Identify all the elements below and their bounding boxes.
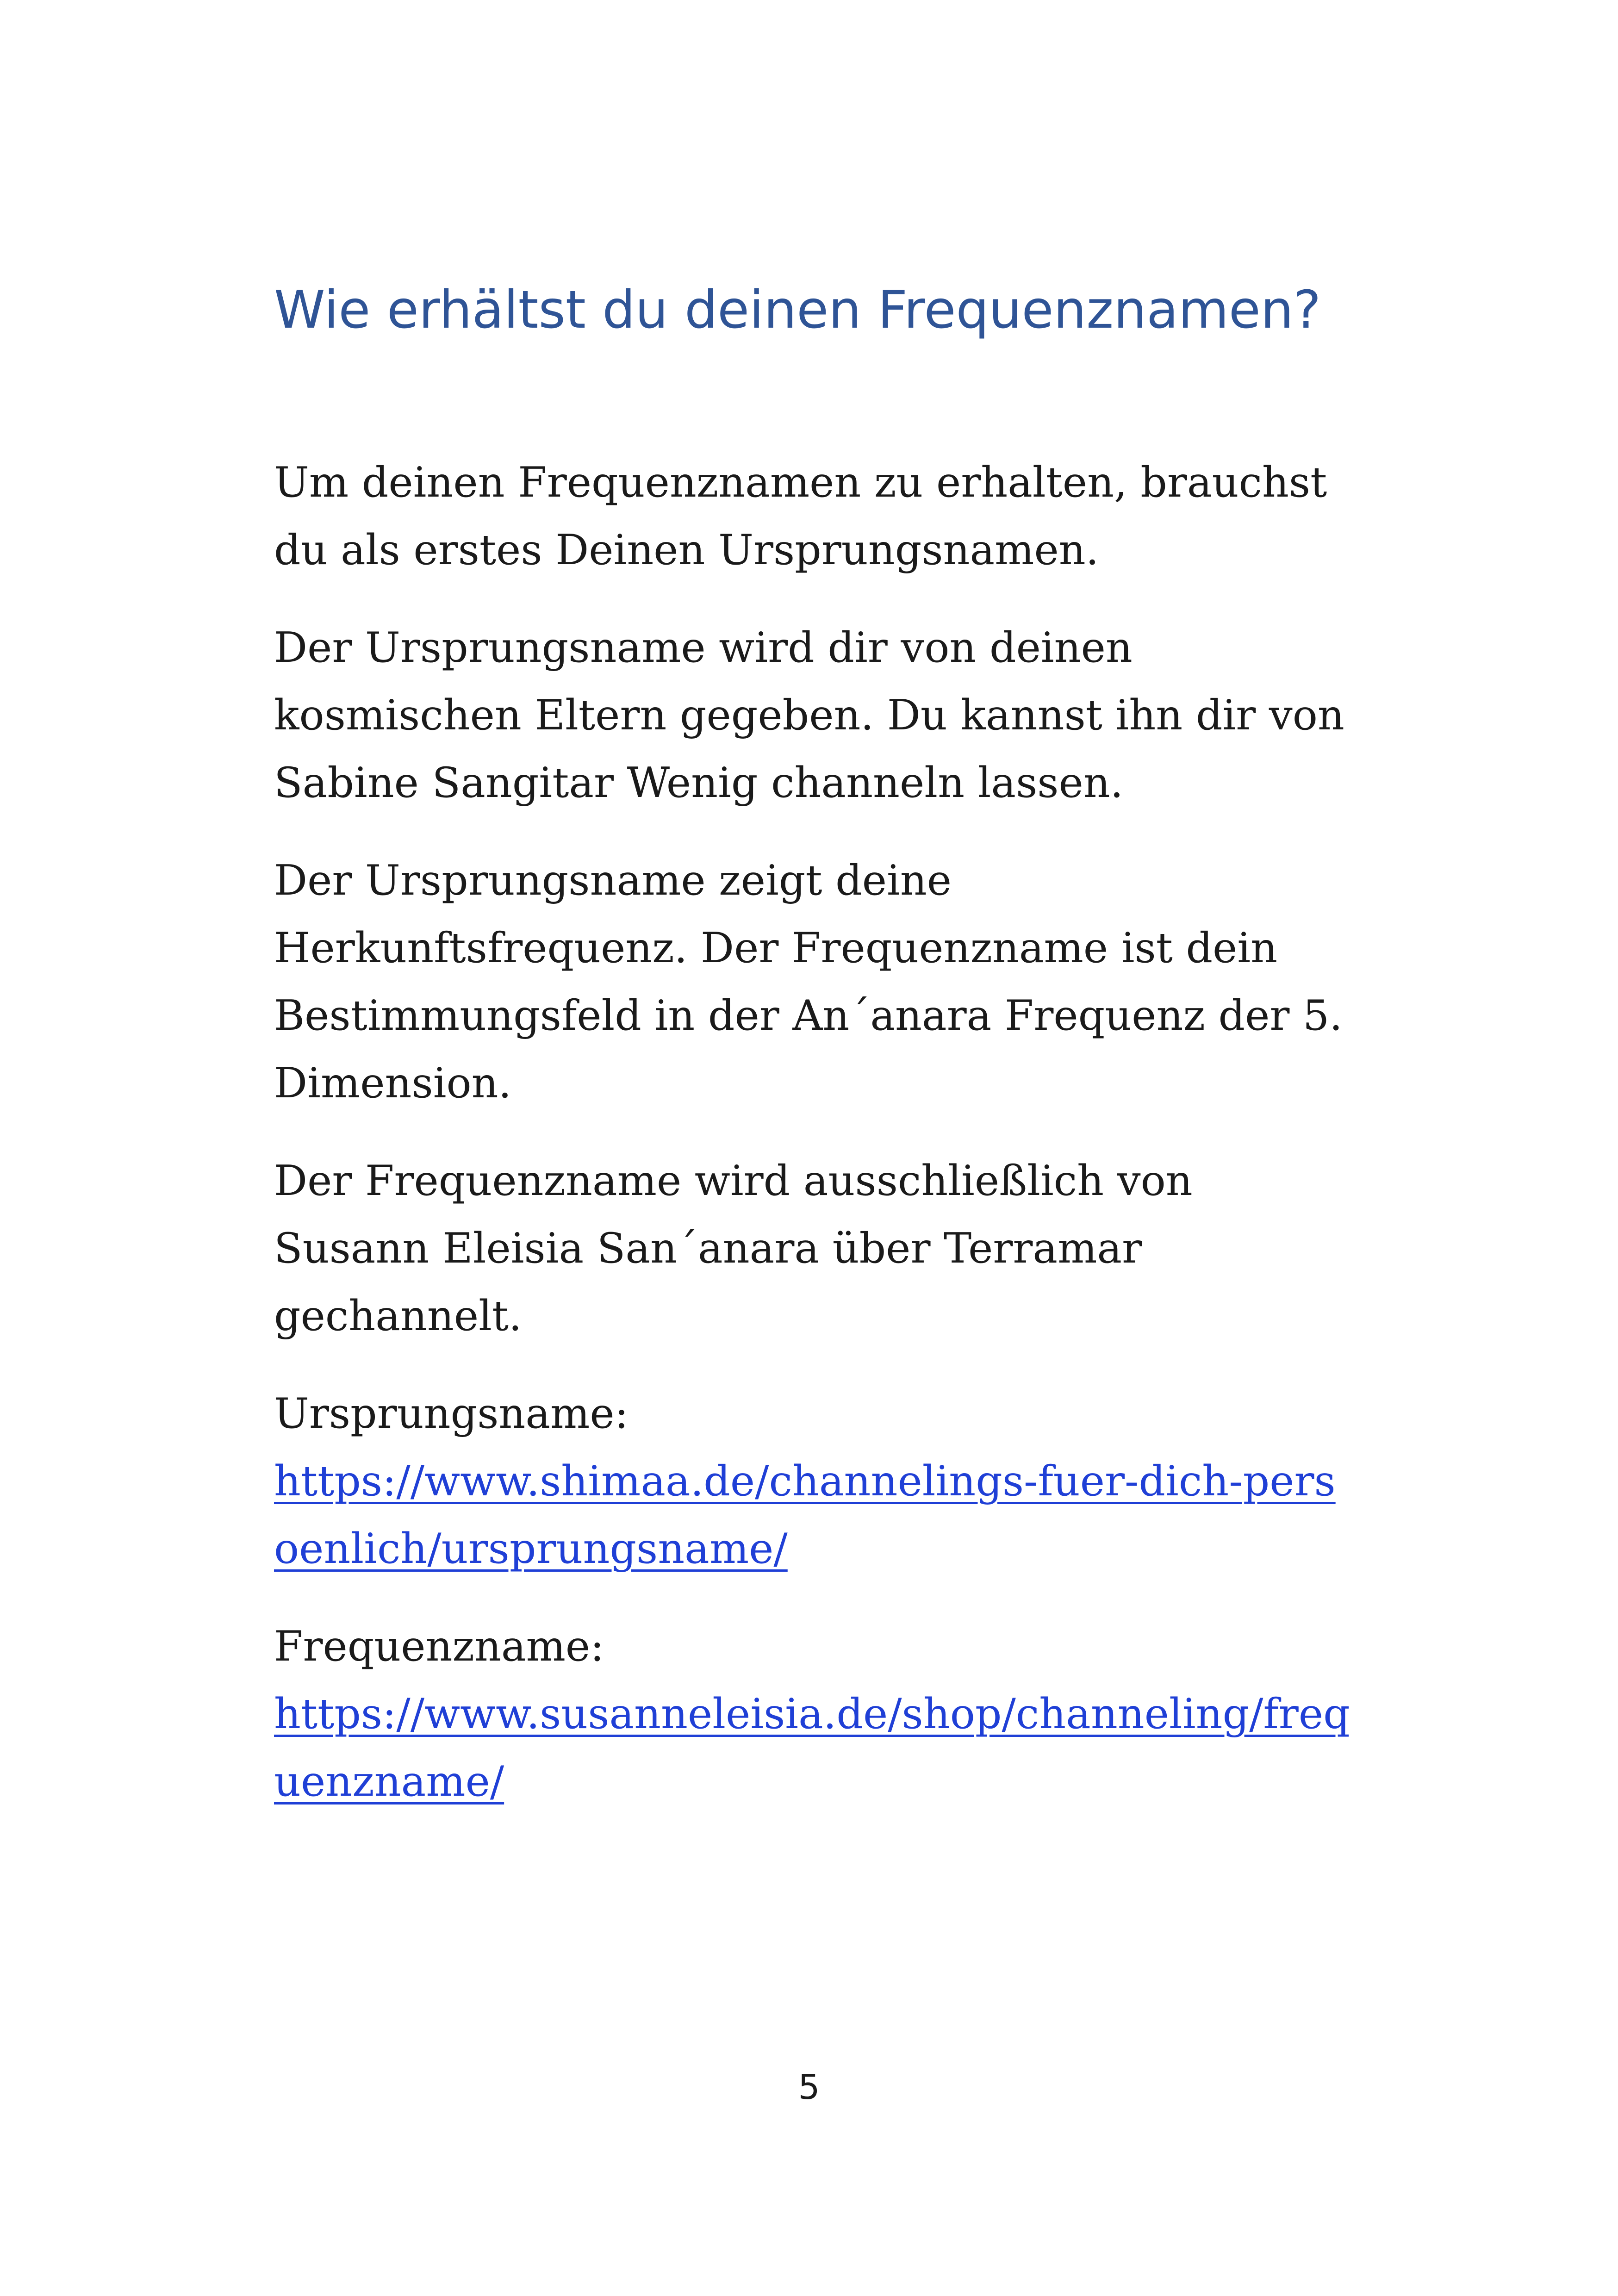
- paragraph-frequenzname: Der Frequenzname wird ausschließlich von Susann Eleisia San´anara über Terramar gechannelt.: [274, 1157, 1193, 1340]
- ursprungsname-label: Ursprungsname:: [274, 1389, 629, 1438]
- page-number: 5: [798, 2067, 820, 2107]
- frequenzname-label: Frequenzname:: [274, 1622, 604, 1671]
- body-text: [274, 449, 1352, 1846]
- frequenzname-link-block: [274, 1613, 1352, 1816]
- paragraph-herkunftsfrequenz: Der Ursprungsname zeigt deine Herkunftsfrequenz. Der Frequenzname ist dein Bestimmungsfeld in der An´anara Frequenz der 5. Dimension.: [274, 856, 1343, 1108]
- ursprungsname-link-block: [274, 1380, 1352, 1583]
- frequenzname-link[interactable]: https://www.susanneleisia.de/shop/channeling/frequenzname/: [274, 1690, 1350, 1806]
- ursprungsname-link[interactable]: https://www.shimaa.de/channelings-fuer-dich-persoenlich/ursprungsname/: [274, 1457, 1336, 1573]
- page-heading: Wie erhältst du deinen Frequenznamen?: [274, 280, 1321, 340]
- paragraph-intro: Um deinen Frequenznamen zu erhalten, brauchst du als erstes Deinen Ursprungsnamen.: [274, 458, 1327, 574]
- paragraph-ursprungsname: Der Ursprungsname wird dir von deinen kosmischen Eltern gegeben. Du kannst ihn dir von Sabine Sangitar Wenig channeln lassen.: [274, 623, 1344, 807]
